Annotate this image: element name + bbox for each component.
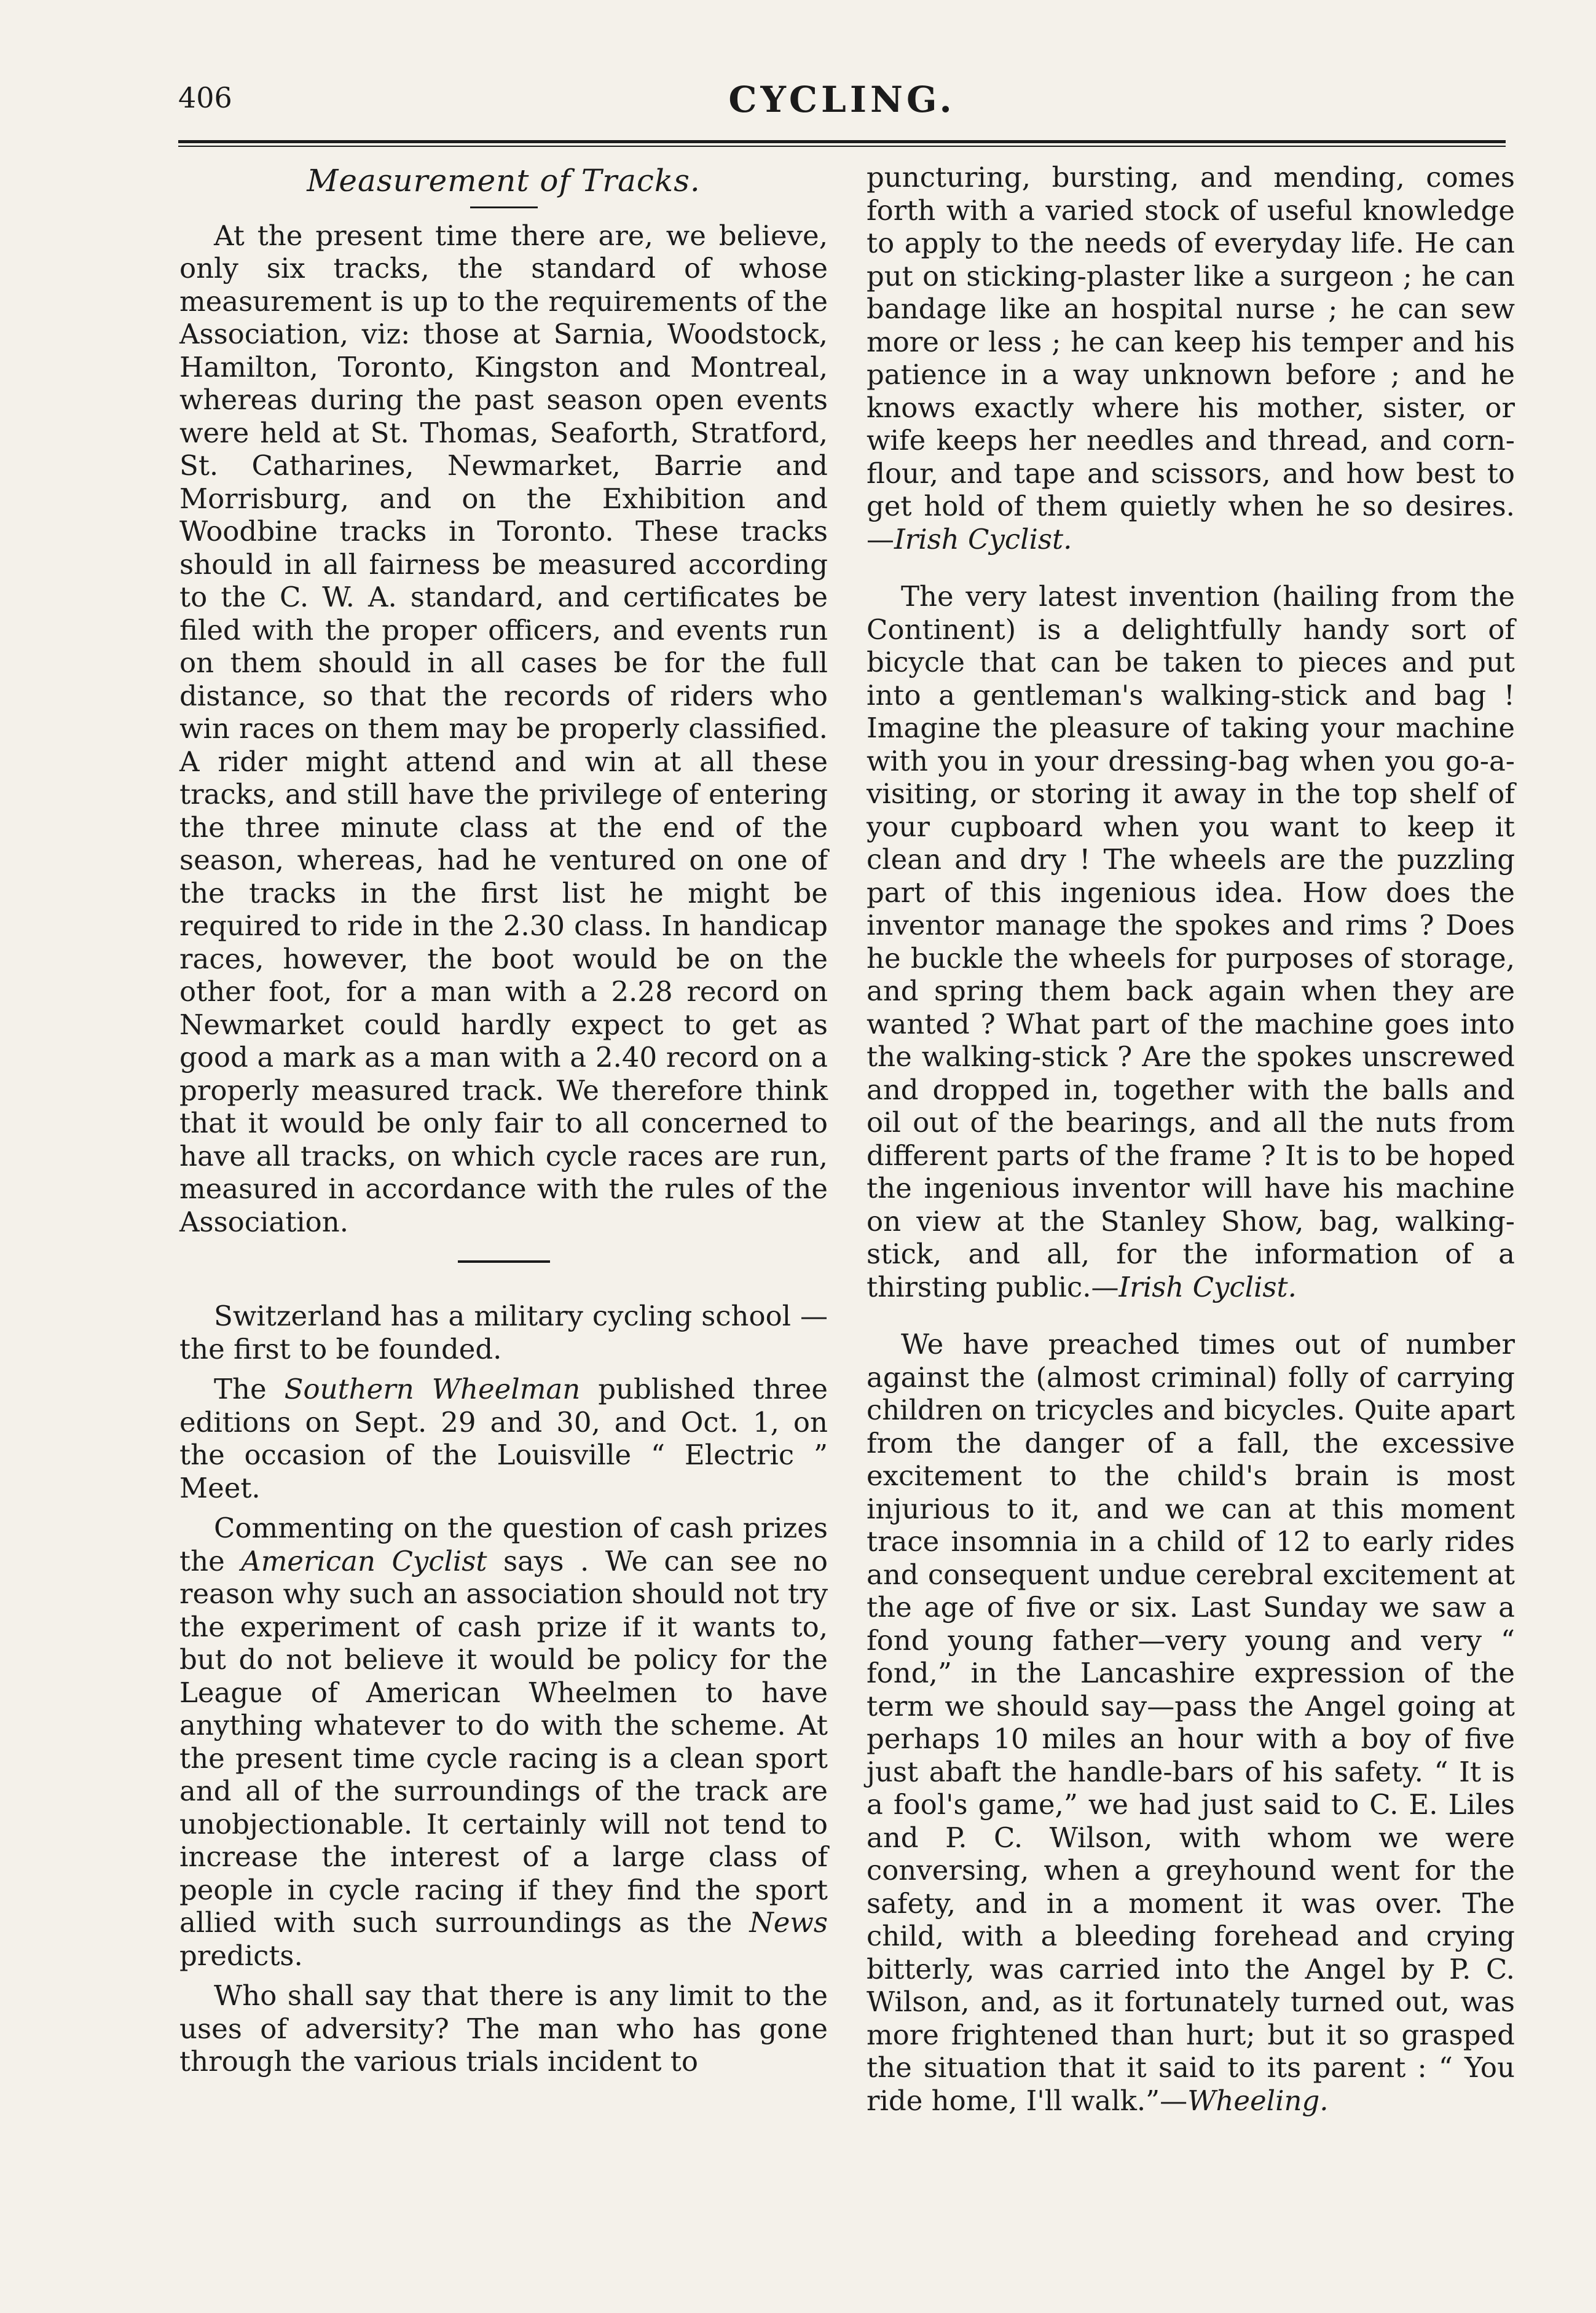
paragraph-cash-prizes <box>179 1512 828 1972</box>
header-rule <box>178 140 1506 143</box>
paragraph-adversity: Who shall say that there is any limit to the uses of adversity? The man who has gone through the various trials incident to <box>179 1979 828 2078</box>
publication-name: American Cyclist <box>241 1544 487 1577</box>
article-title: Measurement of Tracks. <box>307 163 701 198</box>
text-span: puncturing, bursting, and mending, comes forth with a varied stock of useful knowledge to apply to the needs of everyday life. He can put on sticking-plaster like a surgeon ; he can bandage like an hospital nurse ; he can sew more or less ; he can keep his temper and his patience in a way unknown before ; and he knows exactly where his mother, sister, or wife keeps her needles and thread, and corn-flour, and tape and scissors, and how best to get hold of them quietly when he so desires.— <box>867 161 1515 556</box>
paragraph-puncturing <box>867 161 1515 556</box>
right-column <box>867 161 1515 2124</box>
source-credit: Irish Cyclist. <box>894 522 1072 556</box>
paragraph-invention <box>867 580 1515 1303</box>
publication-name: News <box>749 1906 828 1939</box>
publication-name: Southern Wheelman <box>284 1373 581 1405</box>
paragraph-children <box>867 1328 1515 2117</box>
paragraph-switzerland: Switzerland has a military cycling school —the first to be founded. <box>179 1300 828 1365</box>
source-credit: Wheeling. <box>1187 2084 1329 2117</box>
header-rule-thin <box>178 146 1506 147</box>
source-credit: Irish Cyclist. <box>1118 1270 1297 1303</box>
text-span: The <box>214 1373 285 1405</box>
running-title: CYCLING. <box>728 79 956 120</box>
paragraph-southern-wheelman <box>179 1373 828 1504</box>
paragraph-measurement: At the present time there are, we believe, only six tracks, the standard of whose measurement is up to the requirements of the Association, viz: those at Sarnia, Woodstock, Hamilton, Toronto, Kingston and Montreal, whereas during the past season open events were held at St. Thomas, Seaforth, Stratford, St. Catharines, Newmarket, Barrie and Morrisburg, and on the Exhibition and Woodbine tracks in Toronto. These tracks should in all fairness be measured according to the C. W. A. standard, and certificates be filed with the proper officers, and events run on them should in all cases be for the full distance, so that the records of riders who win races on them may be properly classified. A rider might attend and win at all these tracks, and still have the privilege of entering the three minute class at the end of the season, whereas, had he ventured on one of the tracks in the first list he might be required to ride in the 2.30 class. In handicap races, however, the boot would be on the other foot, for a man with a 2.28 record on Newmarket could hardly expect to get as good a mark as a man with a 2.40 record on a properly measured track. We therefore think that it would be only fair to all concerned to have all tracks, on which cycle races are run, measured in accordance with the rules of the Association. <box>179 219 828 1238</box>
title-rule <box>470 206 538 208</box>
text-span: predicts. <box>179 1939 303 1972</box>
page-number: 406 <box>178 81 232 114</box>
text-span: The very latest invention (hailing from the Continent) is a delightfully handy sort of bicycle that can be taken to pieces and put into a gentleman's walking-stick and bag ! Imagine the pleasure of taking your machine with you in your dressing-bag when you go-a-visiting, or storing it away in the top shelf of your cupboard when you want to keep it clean and dry ! The wheels are the puzzling part of this ingenious idea. How does the inventor manage the spokes and rims ? Does he buckle the wheels for purposes of storage, and spring them back again when they are wanted ? What part of the machine goes into the walking-stick ? Are the spokes unscrewed and dropped in, together with the balls and oil out of the bearings, and all the nuts from different parts of the frame ? It is to be hoped the ingenious inventor will have his machine on view at the Stanley Show, bag, walking-stick, and all, for the information of a thirsting public.— <box>867 580 1515 1303</box>
page-header <box>178 79 1506 128</box>
text-span: Commenting on the question of cash prizes the <box>179 1512 828 1577</box>
left-column <box>179 161 828 2086</box>
section-divider <box>458 1260 550 1263</box>
text-span: published three editions on Sept. 29 and 30, and Oct. 1, on the occasion of the Louisville “ Electric ” Meet. <box>179 1373 828 1504</box>
text-span: We have preached times out of number against the (almost criminal) folly of carrying children on tricycles and bicycles. Quite apart from the danger of a fall, the excessive excitement to the child's brain is most injurious to it, and we can at this moment trace insomnia in a child of 12 to early rides and consequent undue cerebral excitement at the age of five or six. Last Sunday we saw a fond young father—very young and very “ fond,” in the Lancashire expression of the term we should say—pass the Angel going at perhaps 10 miles an hour with a boy of five just abaft the handle-bars of his safety. “ It is a fool's game,” we had just said to C. E. Liles and P. C. Wilson, with whom we were conversing, when a greyhound went for the safety, and in a moment it was over. The child, with a bleeding forehead and crying bitterly, was carried into the Angel by P. C. Wilson, and, as it fortunately turned out, was more frightened than hurt; but it so grasped the situation that it said to its parent : “ You ride home, I'll walk.”— <box>867 1328 1515 2117</box>
text-span: says . We can see no reason why such an association should not try the experiment of cash prize if it wants to, but do not believe it would be policy for the League of American Wheelmen to have anything whatever to do with the scheme. At the present time cycle racing is a clean sport and all of the surroundings of the track are unobjectionable. It certainly will not tend to increase the interest of a large class of people in cycle racing if they find the sport allied with such surroundings as the <box>179 1544 828 1939</box>
